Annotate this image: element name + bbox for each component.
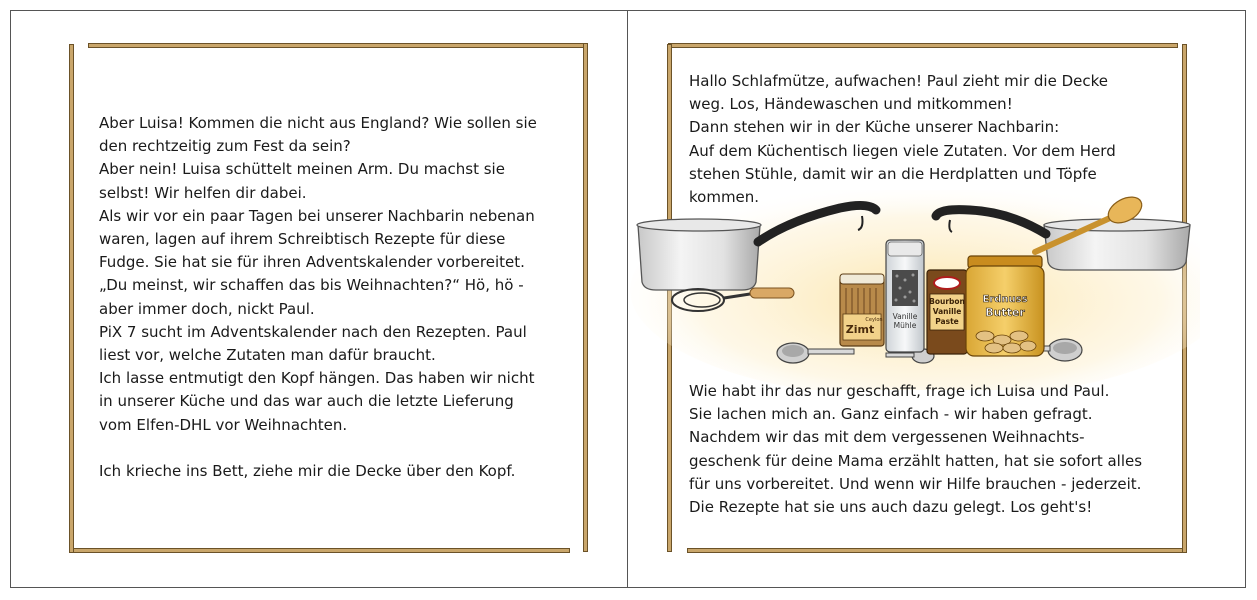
left-frame-top (88, 43, 588, 48)
text-line: selbst! Wir helfen dir dabei. (99, 183, 307, 202)
text-line: geschenk für deine Mama erzählt hatten, hat sie sofort alles (689, 451, 1143, 470)
left-frame-left (69, 44, 74, 553)
cinnamon-label: Zimt (845, 323, 875, 336)
cinnamon-small-label: Ceylon (865, 317, 883, 323)
cinnamon-jar-icon (840, 274, 884, 346)
vanilla-paste-label-3: Paste (935, 317, 959, 326)
text-line: Aber nein! Luisa schüttelt meinen Arm. Du machst sie (99, 160, 505, 179)
vanilla-mill-icon (886, 240, 924, 352)
right-page-top-text (689, 70, 1169, 209)
left-frame-bottom (70, 548, 570, 553)
peanut-butter-label-1: Erdnuss (982, 294, 1028, 305)
vanilla-paste-jar-icon (927, 270, 967, 354)
vanilla-paste-label-2: Vanille (932, 307, 962, 316)
peanut-butter-jar-icon (966, 256, 1044, 356)
text-line: Dann stehen wir in der Küche unserer Nachbarin: (689, 118, 1060, 137)
text-line: liest vor, welche Zutaten man dafür braucht. (99, 346, 436, 365)
text-line: PiX 7 sucht im Adventskalender nach den Rezepten. Paul (99, 322, 527, 341)
vanilla-mill-label-1: Vanille (892, 312, 918, 321)
left-frame-right (583, 43, 588, 552)
peanut-butter-label-2: Butter (985, 306, 1025, 319)
text-line: vom Elfen-DHL vor Weihnachten. (99, 415, 348, 434)
text-line: Aber Luisa! Kommen die nicht aus England? Wie sollen sie (99, 114, 537, 132)
text-line: in unserer Küche und das war auch die letzte Lieferung (99, 392, 514, 411)
right-page-bottom-text (689, 380, 1169, 519)
text-line: „Du meinst, wir schaffen das bis Weihnachten?“ Hö, hö - (99, 276, 524, 295)
text-line: Fudge. Sie hat sie für ihren Adventskalender vorbereitet. (99, 253, 525, 272)
text-line: waren, lagen auf ihrem Schreibtisch Rezepte für diese (99, 230, 506, 249)
text-line: kommen. (689, 188, 760, 207)
closing-line: Ich krieche ins Bett, ziehe mir die Decke über den Kopf. (99, 461, 516, 480)
right-frame-bottom (687, 548, 1187, 553)
text-line: Wie habt ihr das nur geschafft, frage ich Luisa und Paul. (689, 382, 1110, 400)
text-line: Nachdem wir das mit dem vergessenen Weihnachts- (689, 428, 1085, 447)
vanilla-paste-label-1: Bourbon (929, 297, 965, 306)
vanilla-mill-label-2: Mühle (893, 321, 917, 330)
text-line: Die Rezepte hat sie uns auch dazu gelegt. Los geht's! (689, 498, 1093, 517)
kitchen-ingredients-illustration (630, 190, 1200, 390)
text-line: Als wir vor ein paar Tagen bei unserer Nachbarin nebenan (99, 206, 535, 225)
text-line: Sie lachen mich an. Ganz einfach - wir haben gefragt. (689, 405, 1093, 424)
text-line: Auf dem Küchentisch liegen viele Zutaten. Vor dem Herd (689, 141, 1116, 160)
text-line: Ich lasse entmutigt den Kopf hängen. Das haben wir nicht (99, 369, 535, 388)
text-line: für uns vorbereitet. Und wenn wir Hilfe brauchen - jederzeit. (689, 474, 1142, 493)
text-line: weg. Los, Händewaschen und mitkommen! (689, 95, 1013, 114)
text-line: aber immer doch, nickt Paul. (99, 299, 315, 318)
left-page-text (99, 112, 577, 483)
text-line: den rechtzeitig zum Fest da sein? (99, 137, 351, 156)
text-line: Hallo Schlafmütze, aufwachen! Paul zieht mir die Decke (689, 72, 1108, 90)
text-line: stehen Stühle, damit wir an die Herdplatten und Töpfe (689, 164, 1097, 183)
right-frame-top (668, 43, 1178, 48)
